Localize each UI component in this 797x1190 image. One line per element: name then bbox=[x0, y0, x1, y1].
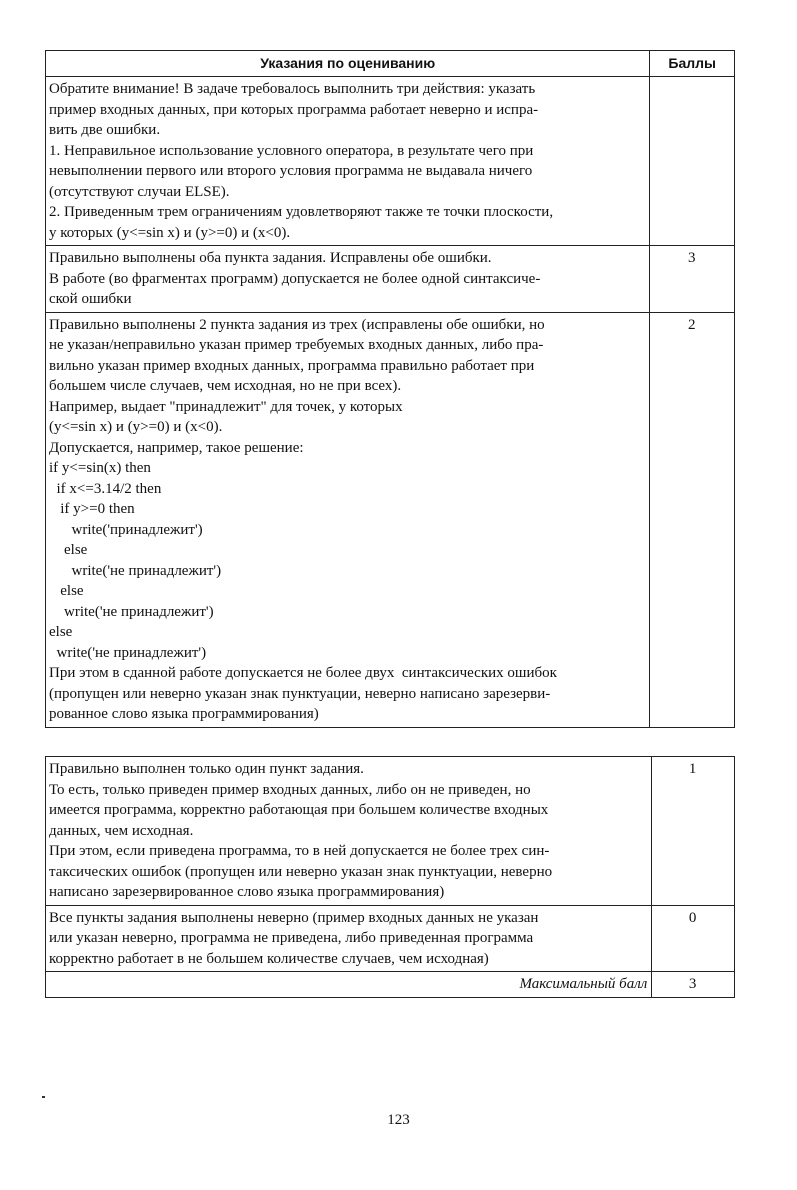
points-value-1: 1 bbox=[652, 757, 735, 906]
max-score-label: Максимальный балл bbox=[46, 972, 652, 998]
criteria-header: Указания по оцениванию bbox=[46, 51, 650, 77]
criteria-line: При этом в сданной работе допускается не более двух синтаксических ошибок bbox=[49, 665, 557, 681]
code-line: if y>=0 then bbox=[49, 501, 135, 517]
note-row bbox=[46, 77, 735, 246]
code-line: if y<=sin(x) then bbox=[49, 460, 151, 476]
criteria-row-1 bbox=[46, 757, 735, 906]
points-value-3: 3 bbox=[650, 246, 735, 313]
criteria-line: Правильно выполнены оба пункта задания. Исправлены обе ошибки. bbox=[49, 250, 492, 266]
criteria-line: Правильно выполнены 2 пункта задания из трех (исправлены обе ошибки, но bbox=[49, 316, 545, 333]
page-number: 123 bbox=[387, 1112, 410, 1128]
criteria-line: большем числе случаев, чем исходная, но не при всех). bbox=[49, 378, 402, 394]
criteria-row-2 bbox=[46, 312, 735, 727]
criteria-line: (y<=sin x) и (y>=0) и (x<0). bbox=[49, 419, 223, 435]
note-cell bbox=[46, 77, 650, 246]
note-points-cell bbox=[650, 77, 735, 246]
code-line: write('принадлежит') bbox=[49, 521, 203, 538]
note-line: пример входных данных, при которых программа работает неверно и испра- bbox=[49, 101, 539, 118]
max-score-value: 3 bbox=[652, 972, 735, 998]
points-value-2: 2 bbox=[650, 312, 735, 727]
note-line: вить две ошибки. bbox=[49, 122, 161, 138]
criteria-line: имеется программа, корректно работающая при большем количестве входных bbox=[49, 802, 549, 818]
criteria-line: Правильно выполнен только один пункт задания. bbox=[49, 761, 364, 777]
criteria-line: ской ошибки bbox=[49, 291, 132, 307]
code-line: if x<=3.14/2 then bbox=[49, 480, 162, 497]
criteria-line: корректно работает в не большем количестве случаев, чем исходная) bbox=[49, 950, 489, 967]
note-line: 2. Приведенным трем ограничениям удовлетворяют также те точки плоскости, bbox=[49, 204, 554, 220]
grading-table-part-2 bbox=[45, 756, 735, 998]
criteria-line: То есть, только приведен пример входных данных, либо он не приведен, но bbox=[49, 781, 531, 798]
criteria-line: или указан неверно, программа не приведена, либо приведенная программа bbox=[49, 930, 534, 946]
scan-speck bbox=[42, 1096, 45, 1098]
criteria-line: написано зарезервированное слово языка программирования) bbox=[49, 884, 445, 900]
note-line: (отсутствуют случаи ELSE). bbox=[49, 183, 230, 200]
note-line: у которых (y<=sin x) и (y>=0) и (x<0). bbox=[49, 224, 291, 241]
grading-table-part-1 bbox=[45, 50, 735, 728]
criteria-line: вильно указан пример входных данных, программа правильно работает при bbox=[49, 357, 535, 374]
note-line: Обратите внимание! В задаче требовалось выполнить три действия: указать bbox=[49, 81, 536, 97]
code-line: else bbox=[49, 542, 88, 558]
code-line: write('не принадлежит') bbox=[49, 562, 222, 579]
criteria-text-3 bbox=[46, 246, 650, 313]
criteria-line: В работе (во фрагментах программ) допускается не более одной синтаксиче- bbox=[49, 270, 541, 287]
note-line: 1. Неправильное использование условного оператора, в результате чего при bbox=[49, 142, 534, 159]
criteria-row-0 bbox=[46, 905, 735, 972]
code-line: write('не принадлежит') bbox=[49, 603, 214, 620]
points-header: Баллы bbox=[650, 51, 735, 77]
criteria-line: не указан/неправильно указан пример требуемых входных данных, либо пра- bbox=[49, 337, 544, 353]
criteria-line: рованное слово языка программирования) bbox=[49, 706, 319, 722]
criteria-line: Допускается, например, такое решение: bbox=[49, 439, 304, 456]
table-header-row bbox=[46, 51, 735, 77]
code-line: write('не принадлежит') bbox=[49, 644, 207, 661]
criteria-line: (пропущен или неверно указан знак пунктуации, неверно написано зарезерви- bbox=[49, 685, 551, 702]
criteria-text-0 bbox=[46, 905, 652, 972]
criteria-row-3 bbox=[46, 246, 735, 313]
max-score-row bbox=[46, 972, 735, 998]
criteria-line: При этом, если приведена программа, то в ней допускается не более трех син- bbox=[49, 843, 550, 859]
code-line: else bbox=[49, 624, 73, 640]
criteria-text-2 bbox=[46, 312, 650, 727]
criteria-line: таксических ошибок (пропущен или неверно указан знак пунктуации, неверно bbox=[49, 863, 553, 880]
note-line: невыполнении первого или второго условия программа не выдавала ничего bbox=[49, 163, 533, 179]
criteria-line: данных, чем исходная. bbox=[49, 822, 194, 839]
code-line: else bbox=[49, 583, 84, 599]
criteria-line: Все пункты задания выполнены неверно (пример входных данных не указан bbox=[49, 909, 539, 926]
criteria-line: Например, выдает "принадлежит" для точек, у которых bbox=[49, 398, 403, 415]
points-value-0: 0 bbox=[652, 905, 735, 972]
criteria-text-1 bbox=[46, 757, 652, 906]
